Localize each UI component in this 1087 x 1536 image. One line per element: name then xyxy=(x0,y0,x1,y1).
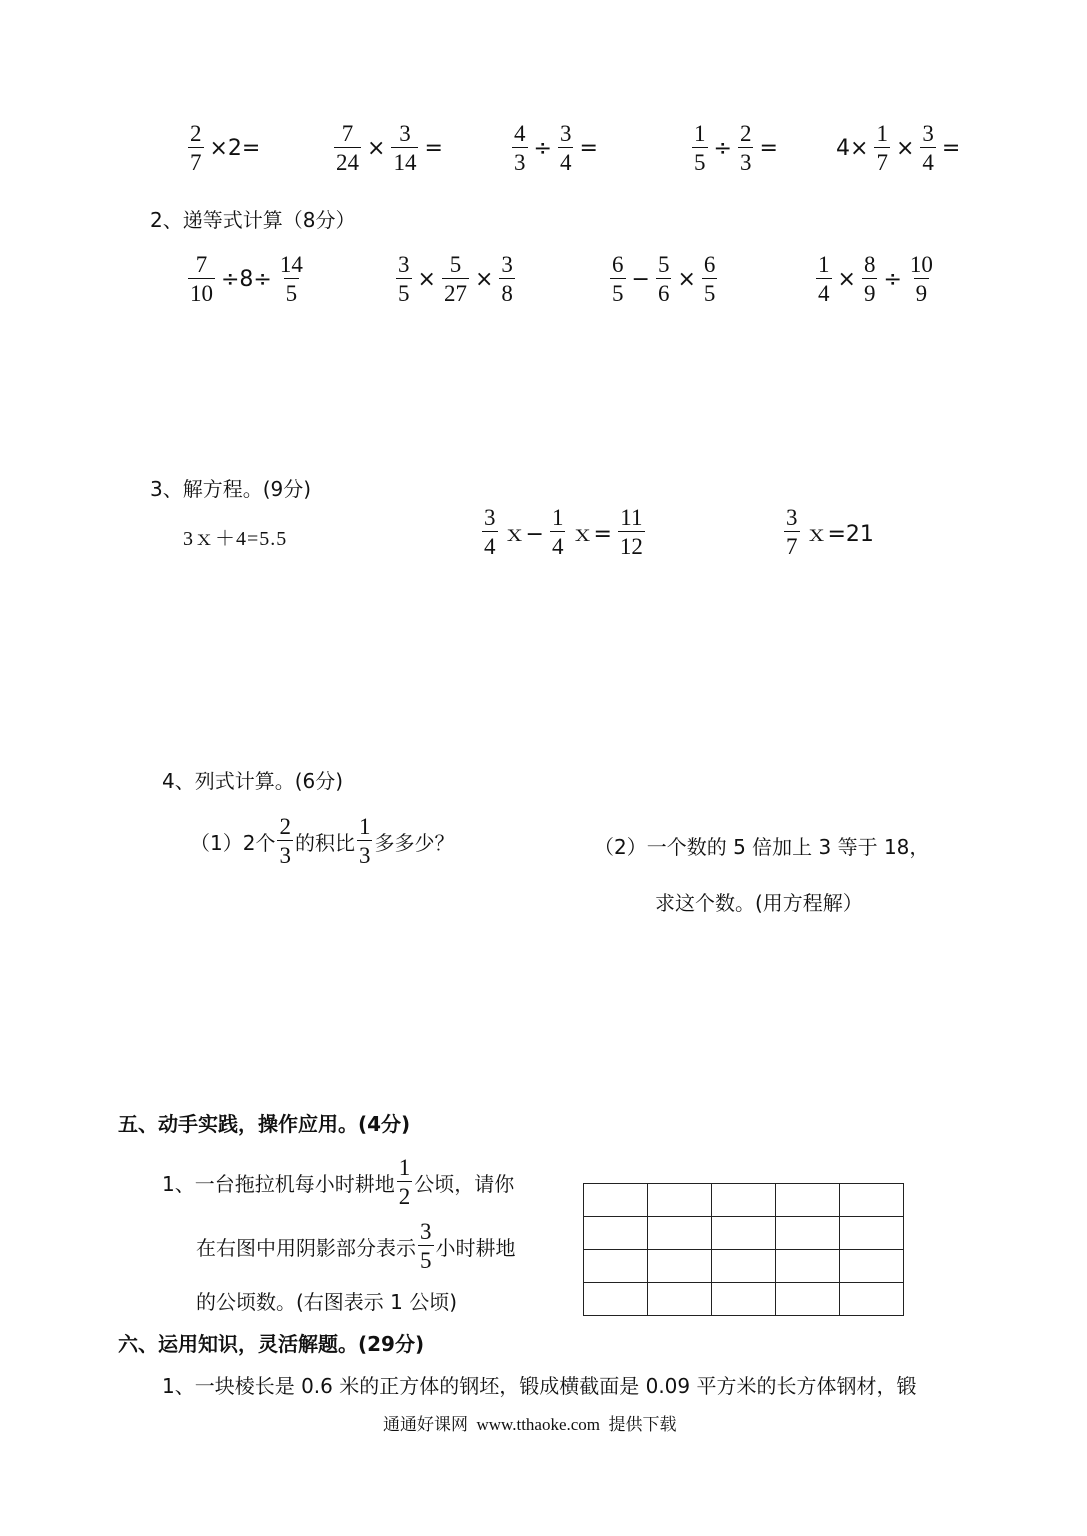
fraction: $\frac{1}{2}$ xyxy=(398,1155,411,1210)
grid-cell[interactable] xyxy=(584,1217,648,1250)
grid-cell[interactable] xyxy=(840,1217,904,1250)
fraction: $\frac{5}{6}$ xyxy=(657,252,670,307)
grid-cell[interactable] xyxy=(584,1250,648,1283)
grid-cell[interactable] xyxy=(648,1250,712,1283)
fraction: $\frac{2}{7}$ xyxy=(190,121,202,176)
grid-cell[interactable] xyxy=(648,1184,712,1217)
section5-line-3: 的公顷数。(右图表示 1 公顷) xyxy=(196,1290,458,1314)
fraction: $\frac{6}{5}$ xyxy=(612,252,624,307)
grid-cell[interactable] xyxy=(840,1283,904,1316)
fraction: $\frac{3}{14}$ xyxy=(393,121,417,176)
fraction: $\frac{3}{5}$ xyxy=(420,1219,432,1274)
section5-line-2: 在右图中用阴影部分表示 $\frac{3}{5}$ 小时耕地 xyxy=(196,1219,516,1274)
equation-3: $\frac{3}{7}$ ｘ=21 xyxy=(786,505,874,560)
row1-expr-3: $\frac{4}{3}$ ÷ $\frac{3}{4}$ = xyxy=(514,121,598,176)
section3-title: 3、解方程。(9分) xyxy=(150,477,312,501)
fraction: $\frac{3}{5}$ xyxy=(398,252,410,307)
section4-question-2-line-1: （2）一个数的 5 倍加上 3 等于 18， xyxy=(594,835,930,859)
fraction: $\frac{2}{3}$ xyxy=(739,121,752,176)
grid-cell[interactable] xyxy=(840,1184,904,1217)
grid-cell[interactable] xyxy=(776,1250,840,1283)
row1-expr-2: $\frac{7}{24}$ × $\frac{3}{14}$ = xyxy=(336,121,443,176)
fraction: $\frac{4}{3}$ xyxy=(514,121,526,176)
section6-title: 六、运用知识，灵活解题。(29分) xyxy=(118,1332,425,1356)
grid-cell[interactable] xyxy=(776,1184,840,1217)
fraction: $\frac{6}{5}$ xyxy=(703,252,716,307)
grid-row xyxy=(584,1250,904,1283)
equation-1: 3ｘ＋4=5.5 xyxy=(183,528,288,550)
section4-question-2-line-2: 求这个数。(用方程解） xyxy=(655,891,863,915)
page-footer: 通通好课网 www.tthaoke.com 提供下载 xyxy=(383,1415,677,1434)
fraction: $\frac{1}{3}$ xyxy=(358,814,371,869)
fraction: $\frac{3}{7}$ xyxy=(786,505,798,560)
fraction: $\frac{1}{4}$ xyxy=(818,252,830,307)
section5-title: 五、动手实践，操作应用。(4分) xyxy=(118,1112,411,1136)
fraction: $\frac{11}{12}$ xyxy=(619,505,643,560)
grid-cell[interactable] xyxy=(776,1217,840,1250)
section2-expr-2: $\frac{3}{5}$ × $\frac{5}{27}$ × $\frac{3}{8}$ xyxy=(398,252,513,307)
section4-question-1: （1）2个 $\frac{2}{3}$ 的积比 $\frac{1}{3}$ 多多少？ xyxy=(190,814,455,869)
grid-cell[interactable] xyxy=(584,1283,648,1316)
grid-cell[interactable] xyxy=(776,1283,840,1316)
grid-cell[interactable] xyxy=(840,1250,904,1283)
section2-expr-3: $\frac{6}{5}$ − $\frac{5}{6}$ × $\frac{6}{5}$ xyxy=(612,252,716,307)
fraction: $\frac{1}{5}$ xyxy=(694,121,706,176)
grid-cell[interactable] xyxy=(712,1283,776,1316)
section5-line-1: 1、一台拖拉机每小时耕地 $\frac{1}{2}$ 公顷，请你 xyxy=(162,1155,515,1210)
fraction: $\frac{14}{5}$ xyxy=(279,252,303,307)
grid-cell[interactable] xyxy=(712,1250,776,1283)
fraction: $\frac{3}{8}$ xyxy=(501,252,513,307)
grid-row xyxy=(584,1217,904,1250)
fraction: $\frac{5}{27}$ xyxy=(443,252,467,307)
section6-question-1: 1、一块棱长是 0.6 米的正方体的钢坯，锻成横截面是 0.09 平方米的长方体钢材，锻 xyxy=(162,1374,917,1398)
fraction: $\frac{7}{24}$ xyxy=(336,121,359,176)
grid-cell[interactable] xyxy=(648,1217,712,1250)
equation-2: $\frac{3}{4}$ ｘ− $\frac{1}{4}$ ｘ= $\frac{11}{12}$ xyxy=(484,505,643,560)
grid-cell[interactable] xyxy=(712,1184,776,1217)
section4-title: 4、列式计算。(6分) xyxy=(162,769,344,793)
fraction: $\frac{8}{9}$ xyxy=(863,252,876,307)
section2-expr-4: $\frac{1}{4}$ × $\frac{8}{9}$ ÷ $\frac{10}{9}$ xyxy=(818,252,933,307)
section2-title: 2、递等式计算（8分） xyxy=(150,208,356,232)
hectare-grid[interactable] xyxy=(583,1183,904,1316)
grid-cell[interactable] xyxy=(584,1184,648,1217)
section2-expr-1: $\frac{7}{10}$ ÷8÷ $\frac{14}{5}$ xyxy=(190,252,303,307)
grid-row xyxy=(584,1184,904,1217)
fraction: $\frac{7}{10}$ xyxy=(190,252,213,307)
fraction: $\frac{3}{4}$ xyxy=(559,121,572,176)
fraction: $\frac{1}{7}$ xyxy=(876,121,888,176)
fraction: $\frac{10}{9}$ xyxy=(909,252,933,307)
fraction: $\frac{2}{3}$ xyxy=(279,814,291,869)
grid-row xyxy=(584,1283,904,1316)
row1-expr-1: $\frac{2}{7}$ ×2= xyxy=(190,121,261,176)
row1-expr-5: 4× $\frac{1}{7}$ × $\frac{3}{4}$ = xyxy=(836,121,961,176)
row1-expr-4: $\frac{1}{5}$ ÷ $\frac{2}{3}$ = xyxy=(694,121,778,176)
fraction: $\frac{1}{4}$ xyxy=(551,505,564,560)
fraction: $\frac{3}{4}$ xyxy=(922,121,934,176)
fraction: $\frac{3}{4}$ xyxy=(484,505,496,560)
grid-cell[interactable] xyxy=(648,1283,712,1316)
grid-cell[interactable] xyxy=(712,1217,776,1250)
